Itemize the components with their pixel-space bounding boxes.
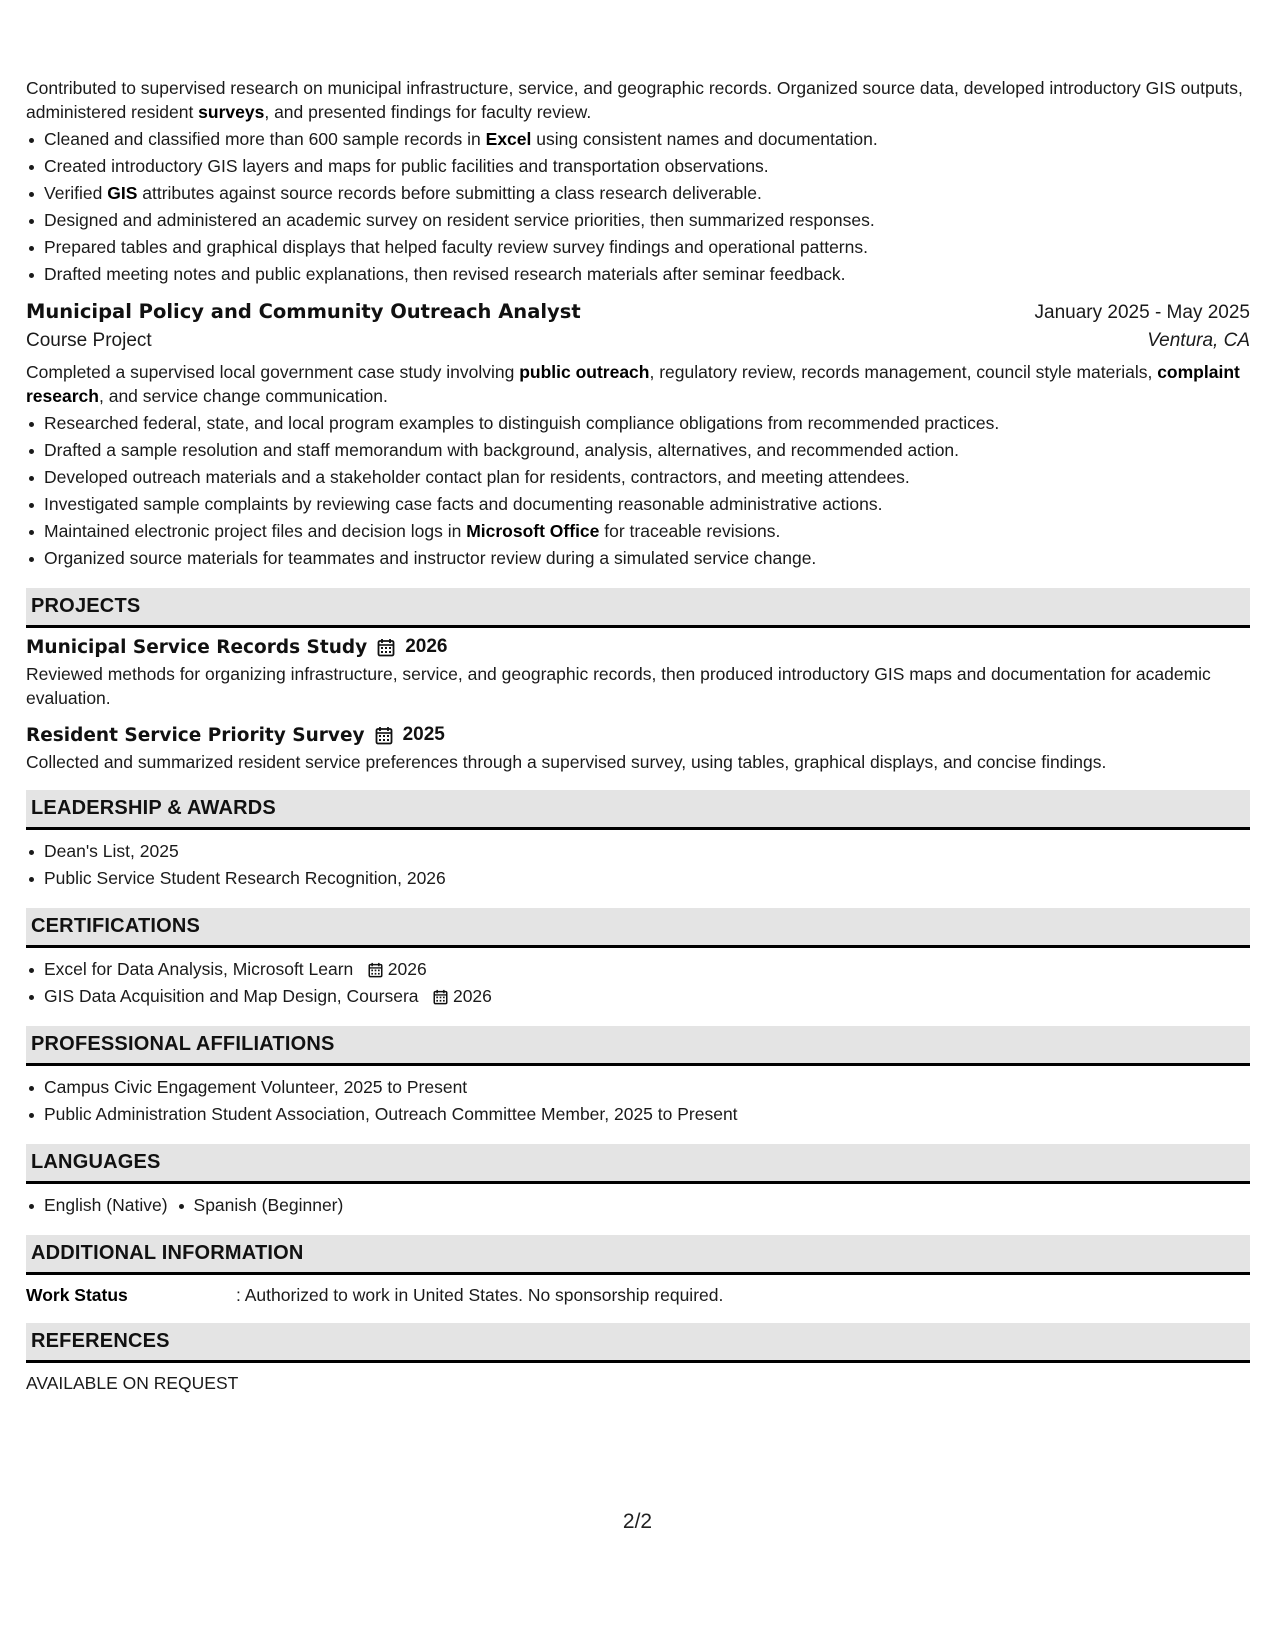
list-item: Drafted meeting notes and public explanations, then revised research materials after seminar feedback. — [44, 261, 1250, 288]
certification-year: 2026 — [452, 986, 492, 1006]
project-description: Collected and summarized resident service preferences through a supervised survey, using tables, graphical displays, and concise findings. — [26, 752, 1107, 772]
job-subheader — [26, 330, 1250, 352]
list-item: Verified GIS attributes against source records before submitting a class research deliverable. — [44, 180, 1250, 207]
certification-name: GIS Data Acquisition and Map Design, Coursera — [44, 986, 419, 1006]
calendar-icon — [368, 962, 383, 978]
section-heading-references: REFERENCES — [26, 1323, 1250, 1363]
list-item: Spanish (Beginner) — [194, 1192, 344, 1219]
section-heading-projects: PROJECTS — [26, 588, 1250, 628]
list-item: Designed and administered an academic survey on resident service priorities, then summarized responses. — [44, 207, 1250, 234]
list-item: Dean's List, 2025 — [44, 838, 1250, 865]
list-item — [44, 956, 1250, 983]
list-item: English (Native) — [44, 1192, 168, 1219]
list-item — [44, 983, 1250, 1010]
job-dates: January 2025 - May 2025 — [1034, 302, 1250, 323]
project-header — [26, 636, 1250, 658]
job-location: Ventura, CA — [1147, 330, 1250, 351]
calendar-icon — [377, 638, 395, 657]
job-header — [26, 300, 1250, 324]
list-item: Developed outreach materials and a stakeholder contact plan for residents, contractors, and meeting attendees. — [44, 464, 1250, 491]
languages-list — [26, 1192, 1250, 1219]
list-item: Public Service Student Research Recognition, 2026 — [44, 865, 1250, 892]
list-item: Public Administration Student Association, Outreach Committee Member, 2025 to Present — [44, 1101, 1250, 1128]
work-status-value: : Authorized to work in United States. No sponsorship required. — [236, 1285, 724, 1305]
list-item: Cleaned and classified more than 600 sample records in Excel using consistent names and documentation. — [44, 126, 1250, 153]
calendar-icon — [375, 726, 393, 745]
project-title: Municipal Service Records Study — [26, 636, 368, 658]
list-item: Maintained electronic project files and decision logs in Microsoft Office for traceable revisions. — [44, 518, 1250, 545]
section-heading-certifications: CERTIFICATIONS — [26, 908, 1250, 948]
list-item: Researched federal, state, and local program examples to distinguish compliance obligations from recommended practices. — [44, 410, 1250, 437]
project-title: Resident Service Priority Survey — [26, 724, 365, 746]
calendar-icon — [433, 989, 448, 1005]
job-title: Municipal Policy and Community Outreach Analyst — [26, 300, 581, 323]
list-item: Organized source materials for teammates and instructor review during a simulated service change. — [44, 545, 1250, 572]
project-header — [26, 724, 1250, 746]
references-text: AVAILABLE ON REQUEST — [26, 1373, 239, 1393]
work-status-label: Work Status — [26, 1285, 128, 1305]
section-heading-leadership: LEADERSHIP & AWARDS — [26, 790, 1250, 830]
list-item: Created introductory GIS layers and maps for public facilities and transportation observations. — [44, 153, 1250, 180]
list-item: Drafted a sample resolution and staff memorandum with background, analysis, alternatives, and recommended action. — [44, 437, 1250, 464]
certifications-list — [26, 956, 1250, 1010]
experience-summary: Contributed to supervised research on municipal infrastructure, service, and geographic records. Organized source data, developed introductory GIS outputs, administered resident surveys, and presented findings for faculty review. — [26, 78, 1243, 122]
leadership-list — [26, 838, 1250, 892]
section-heading-additional: ADDITIONAL INFORMATION — [26, 1235, 1250, 1275]
job-summary: Completed a supervised local government case study involving public outreach, regulatory review, records management, council style materials, complaint research, and service change communication. — [26, 362, 1240, 406]
resume-page — [26, 76, 1250, 1395]
section-heading-languages: LANGUAGES — [26, 1144, 1250, 1184]
job-type: Course Project — [26, 330, 152, 351]
work-status-row — [26, 1283, 1250, 1307]
list-item: Investigated sample complaints by reviewing case facts and documenting reasonable administrative actions. — [44, 491, 1250, 518]
certification-name: Excel for Data Analysis, Microsoft Learn — [44, 959, 354, 979]
page-number: 2/2 — [622, 1510, 653, 1533]
job-bullets — [26, 410, 1250, 572]
certification-year: 2026 — [387, 959, 427, 979]
project-year: 2025 — [402, 724, 445, 745]
project-description: Reviewed methods for organizing infrastructure, service, and geographic records, then produced introductory GIS maps and documentation for academic evaluation. — [26, 664, 1211, 708]
list-item: Prepared tables and graphical displays that helped faculty review survey findings and operational patterns. — [44, 234, 1250, 261]
section-heading-affiliations: PROFESSIONAL AFFILIATIONS — [26, 1026, 1250, 1066]
experience-bullets — [26, 126, 1250, 288]
affiliations-list — [26, 1074, 1250, 1128]
list-item: Campus Civic Engagement Volunteer, 2025 to Present — [44, 1074, 1250, 1101]
project-year: 2026 — [405, 636, 448, 657]
